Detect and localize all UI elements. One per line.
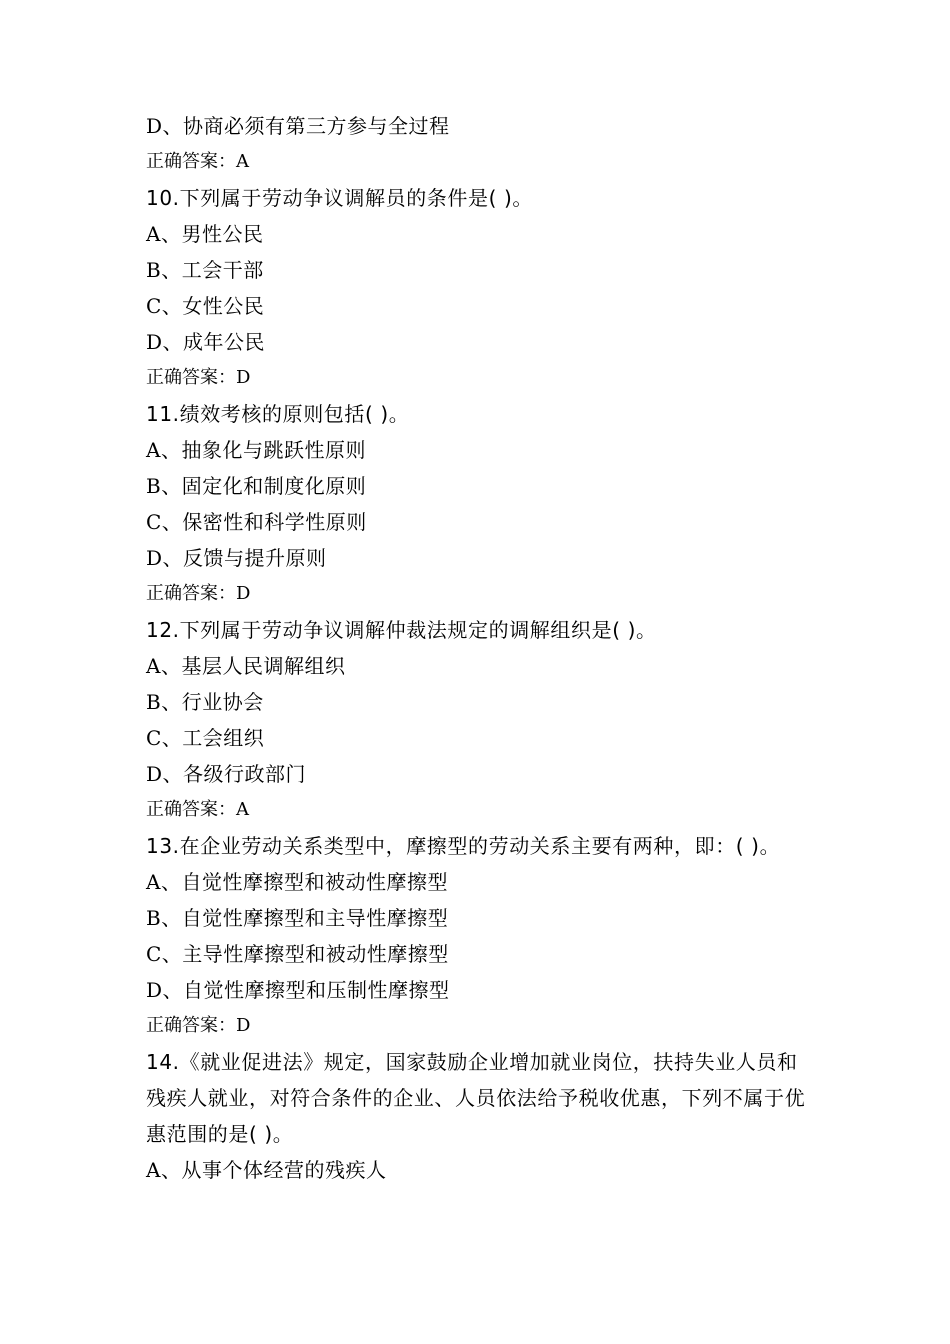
question-11: 11.绩效考核的原则包括( )。 [146, 402, 410, 426]
option-13a: A、自觉性摩擦型和被动性摩擦型 [146, 870, 448, 894]
question-12: 12.下列属于劳动争议调解仲裁法规定的调解组织是( )。 [146, 618, 657, 642]
answer-12: 正确答案：A [146, 799, 249, 820]
question-13: 13.在企业劳动关系类型中，摩擦型的劳动关系主要有两种，即：( )。 [146, 834, 781, 858]
question-list [146, 108, 826, 1188]
answer-10: 正确答案：D [146, 367, 251, 388]
option-14a: A、从事个体经营的残疾人 [146, 1158, 387, 1182]
option-12a: A、基层人民调解组织 [146, 654, 346, 678]
option-10c: C、女性公民 [146, 294, 265, 318]
option-10b: B、工会干部 [146, 258, 264, 282]
option-11b: B、固定化和制度化原则 [146, 474, 367, 498]
option-13c: C、主导性摩擦型和被动性摩擦型 [146, 942, 449, 966]
option-12c: C、工会组织 [146, 726, 265, 750]
option-13d: D、自觉性摩擦型和压制性摩擦型 [146, 978, 450, 1002]
option-10a: A、男性公民 [146, 222, 264, 246]
question-10: 10.下列属于劳动争议调解员的条件是( )。 [146, 186, 533, 210]
option-12d: D、各级行政部门 [146, 762, 307, 786]
option-11c: C、保密性和科学性原则 [146, 510, 367, 534]
option-11a: A、抽象化与跳跃性原则 [146, 438, 366, 462]
option-11d: D、反馈与提升原则 [146, 546, 327, 570]
option-13b: B、自觉性摩擦型和主导性摩擦型 [146, 906, 449, 930]
question-14: 14.《就业促进法》规定，国家鼓励企业增加就业岗位，扶持失业人员和残疾人就业，对符合条件的企业、人员依法给予税收优惠，下列不属于优惠范围的是( )。 [146, 1050, 806, 1146]
option-9d: D、协商必须有第三方参与全过程 [146, 114, 450, 138]
answer-11: 正确答案：D [146, 583, 251, 604]
option-12b: B、行业协会 [146, 690, 264, 714]
answer-9: 正确答案：A [146, 151, 249, 172]
answer-13: 正确答案：D [146, 1015, 251, 1036]
option-10d: D、成年公民 [146, 330, 266, 354]
